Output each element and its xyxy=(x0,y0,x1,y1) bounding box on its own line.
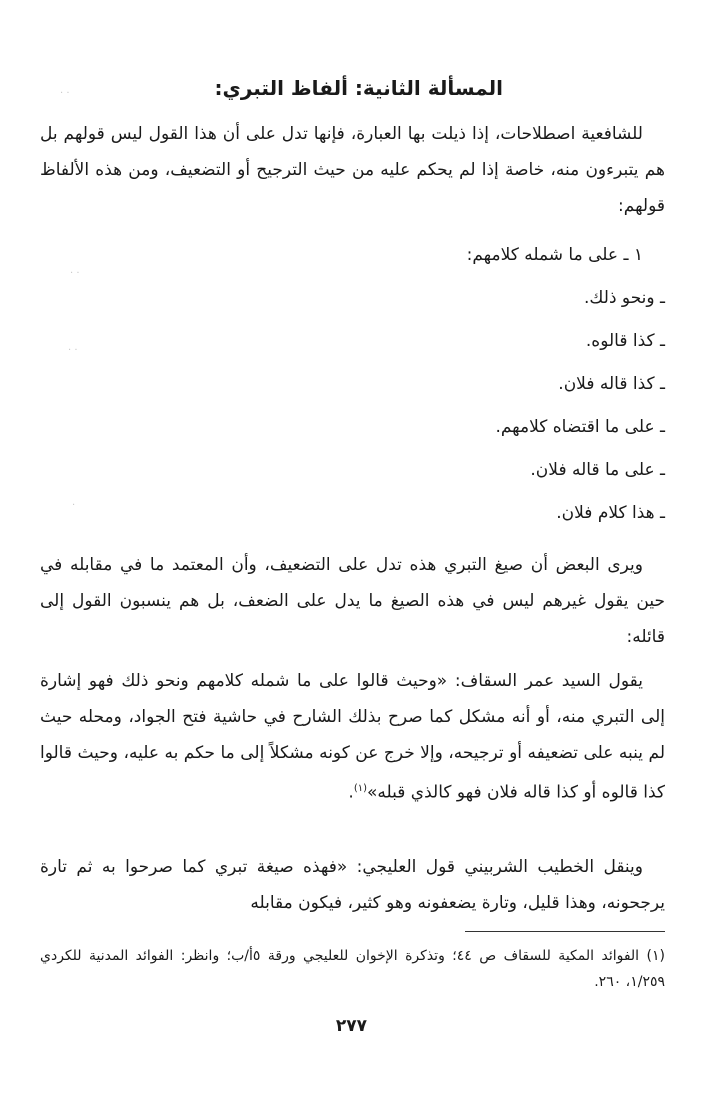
list-item: ـ على ما قاله فلان. xyxy=(530,460,665,480)
quote-paragraph xyxy=(40,663,665,811)
list-item: ـ كذا قالوه. xyxy=(585,331,665,351)
scan-smudge: · · xyxy=(68,345,78,356)
list-item: ـ كذا قاله فلان. xyxy=(558,374,665,394)
footnote-divider xyxy=(465,931,665,932)
section-heading: المسألة الثانية: ألفاظ التبري: xyxy=(214,76,503,100)
quote-end: . xyxy=(348,782,354,803)
intro-paragraph: للشافعية اصطلاحات، إذا ذيلت بها العبارة، فإنها تدل على أن هذا القول ليس قولهم بل هم يتبرءون منه، خاصة إذا لم يحكم عليه من حيث الترجيح أو التضعيف، ومن هذه الألفاظ قولهم: xyxy=(40,124,665,216)
footnote-marker: (١) xyxy=(353,783,367,794)
list-item: ـ ونحو ذلك. xyxy=(584,288,665,308)
closing-paragraph: وينقل الخطيب الشربيني قول العليجي: «فهذه صيغة تبري كما صرحوا به ثم تارة يرجحونه، وهذا قليل، وتارة يضعفونه وهو كثير، فيكون مقابله xyxy=(40,857,665,913)
list-title: ١ ـ على ما شمله كلامهم: xyxy=(466,245,643,265)
scan-smudge: · xyxy=(72,500,76,511)
footnote: (١) الفوائد المكية للسقاف ص ٤٤؛ وتذكرة الإخوان للعليجي ورقة ٥أ/ب؛ وانظر: الفوائد المدنية للكردي ١/٢٥٩، ٢٦٠. xyxy=(40,948,665,990)
list-item: ـ على ما اقتضاه كلامهم. xyxy=(495,417,665,437)
scan-smudge: · · xyxy=(60,88,70,99)
phrases-list xyxy=(40,234,665,535)
opinion-paragraph: ويرى البعض أن صيغ التبري هذه تدل على التضعيف، وأن المعتمد ما في مقابله في حين يقول غيرهم ليس في هذه الصيغ ما يدل على الضعف، بل هم ينسبون القول إلى قائله: xyxy=(40,555,665,647)
page-number: ٢٧٧ xyxy=(335,1016,368,1036)
list-item: ـ هذا كلام فلان. xyxy=(556,503,665,523)
scan-smudge: · · xyxy=(70,268,80,279)
quote-text: يقول السيد عمر السقاف: «وحيث قالوا على ما شمله كلامهم ونحو ذلك فهو إشارة إلى التبري منه، أو أنه مشكل كما صرح بذلك الشارح في حاشية فتح الجواد، ومحله حيث لم ينبه على تضعيفه أو ترجيحه، وإلا خرج عن كونه مشكلاً إلى ما حكم به عليه، وحيث قالوا كذا قالوه أو كذا قاله فلان فهو كالذي قبله» xyxy=(40,671,665,803)
